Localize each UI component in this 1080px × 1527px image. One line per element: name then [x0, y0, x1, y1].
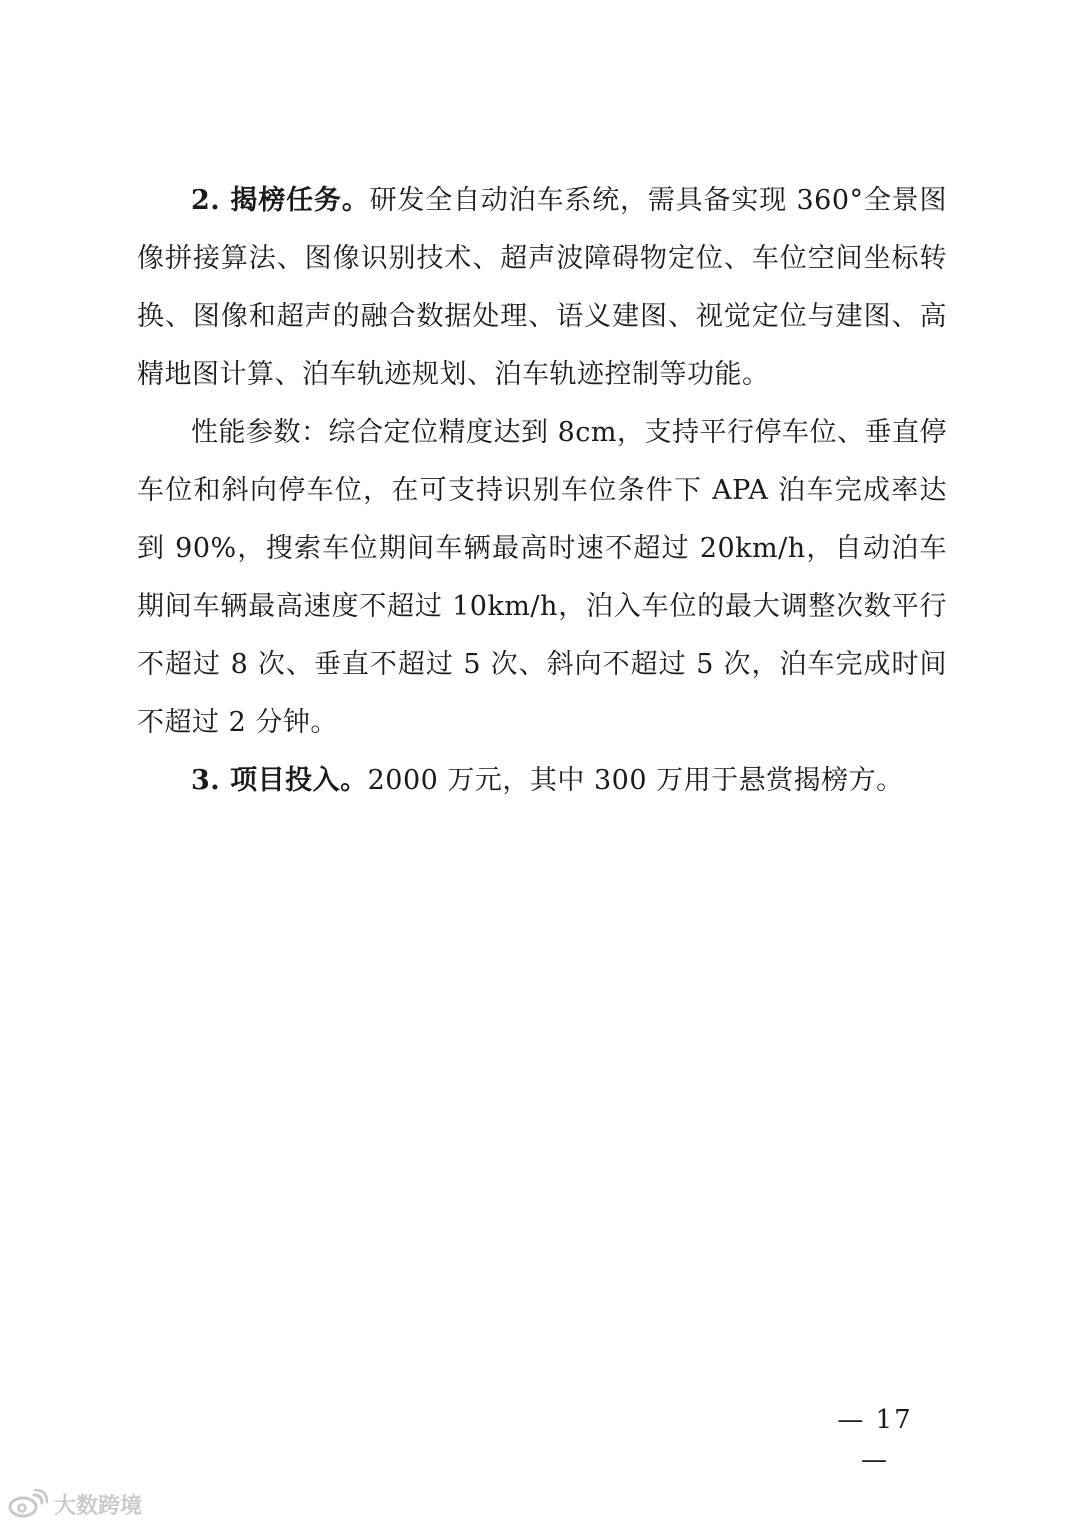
- paragraph-task-heading: 2. 揭榜任务。: [191, 185, 370, 216]
- watermark-text: 大数跨境: [54, 1493, 143, 1519]
- paragraph-performance: [137, 404, 947, 752]
- page-number: — 17 —: [837, 1405, 913, 1475]
- watermark: [8, 1486, 142, 1522]
- paragraph-performance-text: 性能参数：综合定位精度达到 8cm，支持平行停车位、垂直停车位和斜向停车位，在可支持识别车位条件下 APA 泊车完成率达到 90%，搜索车位期间车辆最高时速不超过 20km/h，自动泊车期间车辆最高速度不超过 10km/h，泊入车位的最大调整次数平行不超过 8 次、垂直不超过 5 次、斜向不超过 5 次，泊车完成时间不超过 2 分钟。: [137, 417, 947, 738]
- paragraph-investment-text: 2000 万元，其中 300 万用于悬赏揭榜方。: [367, 765, 904, 796]
- paragraph-task-text: 研发全自动泊车系统，需具备实现 360°全景图像拼接算法、图像识别技术、超声波障碍物定位、车位空间坐标转换、图像和超声的融合数据处理、语义建图、视觉定位与建图、高精地图计算、泊车轨迹规划、泊车轨迹控制等功能。: [137, 185, 947, 390]
- document-body: [137, 172, 947, 810]
- paragraph-investment: [137, 752, 947, 810]
- paragraph-task: [137, 172, 947, 404]
- paragraph-investment-heading: 3. 项目投入。: [191, 765, 368, 796]
- weibo-logo-icon: [8, 1489, 48, 1519]
